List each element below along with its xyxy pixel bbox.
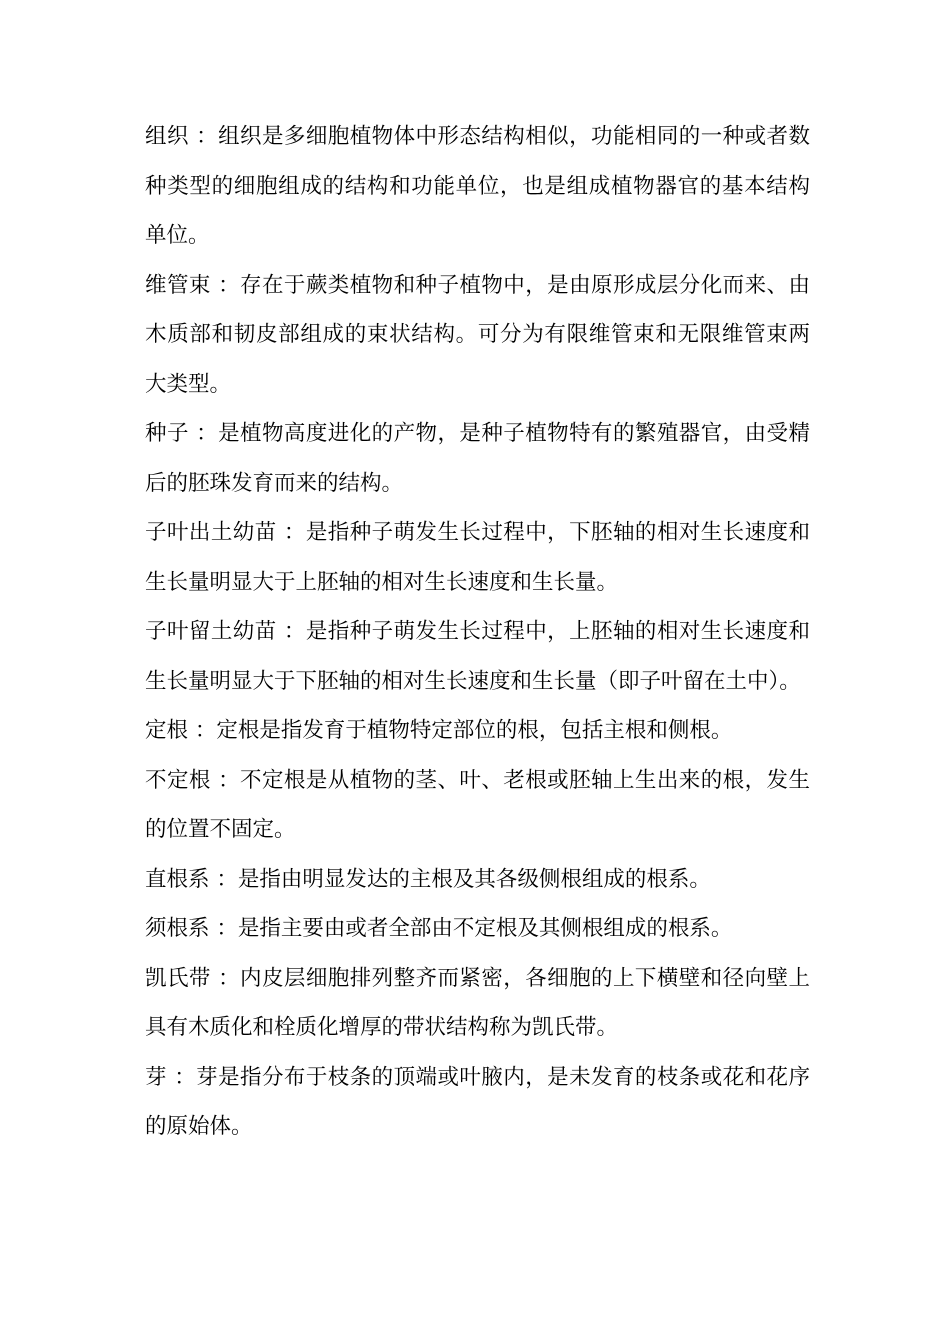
entry-separator: ：	[276, 619, 306, 644]
entry-definition: 组织是多细胞植物体中形态结构相似，功能相同的一种或者数种类型的细胞组成的结构和功能单位，也是组成植物器官的基本结构单位。	[145, 124, 810, 248]
entry-separator: ：	[210, 767, 241, 793]
entry-term: 子叶出土幼苗	[145, 520, 277, 545]
entry-definition: 存在于蕨类植物和种子植物中，是由原形成层分化而来、由木质部和韧皮部组成的束状结构。可分为有限维管束和无限维管束两大类型。	[145, 272, 810, 397]
entry-term: 凯氏带	[145, 965, 211, 991]
glossary	[145, 112, 810, 1152]
entry-term: 芽	[145, 1064, 167, 1090]
entry-separator: ：	[188, 124, 219, 149]
glossary-entry-normal-root	[145, 706, 810, 756]
glossary-entry-hypogeal-seedling	[145, 607, 810, 706]
entry-term: 组织	[145, 124, 189, 149]
glossary-entry-seed	[145, 409, 810, 508]
entry-separator: ：	[210, 272, 241, 298]
entry-term: 种子	[145, 421, 189, 446]
glossary-entry-vascular-bundle	[145, 261, 810, 410]
glossary-entry-fibrous-root-system	[145, 904, 810, 954]
entry-term: 定根	[145, 718, 189, 743]
entry-separator: ：	[188, 421, 219, 446]
entry-term: 子叶留土幼苗	[145, 619, 277, 644]
entry-separator: ：	[209, 866, 238, 892]
entry-term: 维管束	[145, 272, 211, 298]
entry-separator: ：	[188, 718, 217, 743]
glossary-entry-taproot-system	[145, 855, 810, 905]
glossary-entry-tissue	[145, 112, 810, 261]
entry-definition: 是指由明显发达的主根及其各级侧根组成的根系。	[237, 866, 711, 892]
entry-definition: 内皮层细胞排列整齐而紧密，各细胞的上下横壁和径向壁上具有木质化和栓质化增厚的带状结构称为凯氏带。	[145, 965, 810, 1040]
entry-term: 须根系	[145, 916, 210, 941]
glossary-entry-adventitious-root	[145, 756, 810, 855]
entry-definition: 芽是指分布于枝条的顶端或叶腋内，是未发育的枝条或花和花序的原始体。	[145, 1064, 810, 1139]
entry-definition: 是指主要由或者全部由不定根及其侧根组成的根系。	[237, 916, 733, 941]
entry-term: 不定根	[145, 767, 211, 793]
entry-definition: 是指种子萌发生长过程中，下胚轴的相对生长速度和生长量明显大于上胚轴的相对生长速度和生长量。	[145, 520, 810, 595]
entry-separator: ：	[276, 520, 306, 545]
entry-separator: ：	[166, 1064, 197, 1090]
glossary-entry-bud	[145, 1053, 810, 1152]
entry-definition: 是指种子萌发生长过程中，上胚轴的相对生长速度和生长量明显大于下胚轴的相对生长速度和生长量（即子叶留在土中）。	[145, 619, 810, 694]
entry-term: 直根系	[145, 866, 210, 892]
entry-separator: ：	[209, 916, 238, 941]
glossary-entry-casparian-strip	[145, 954, 810, 1053]
entry-separator: ：	[210, 965, 241, 991]
entry-definition: 不定根是从植物的茎、叶、老根或胚轴上生出来的根，发生的位置不固定。	[145, 767, 810, 842]
entry-definition: 是植物高度进化的产物，是种子植物特有的繁殖器官，由受精后的胚珠发育而来的结构。	[145, 421, 810, 496]
glossary-entry-epigeal-seedling	[145, 508, 810, 607]
entry-definition: 定根是指发育于植物特定部位的根，包括主根和侧根。	[216, 718, 733, 743]
